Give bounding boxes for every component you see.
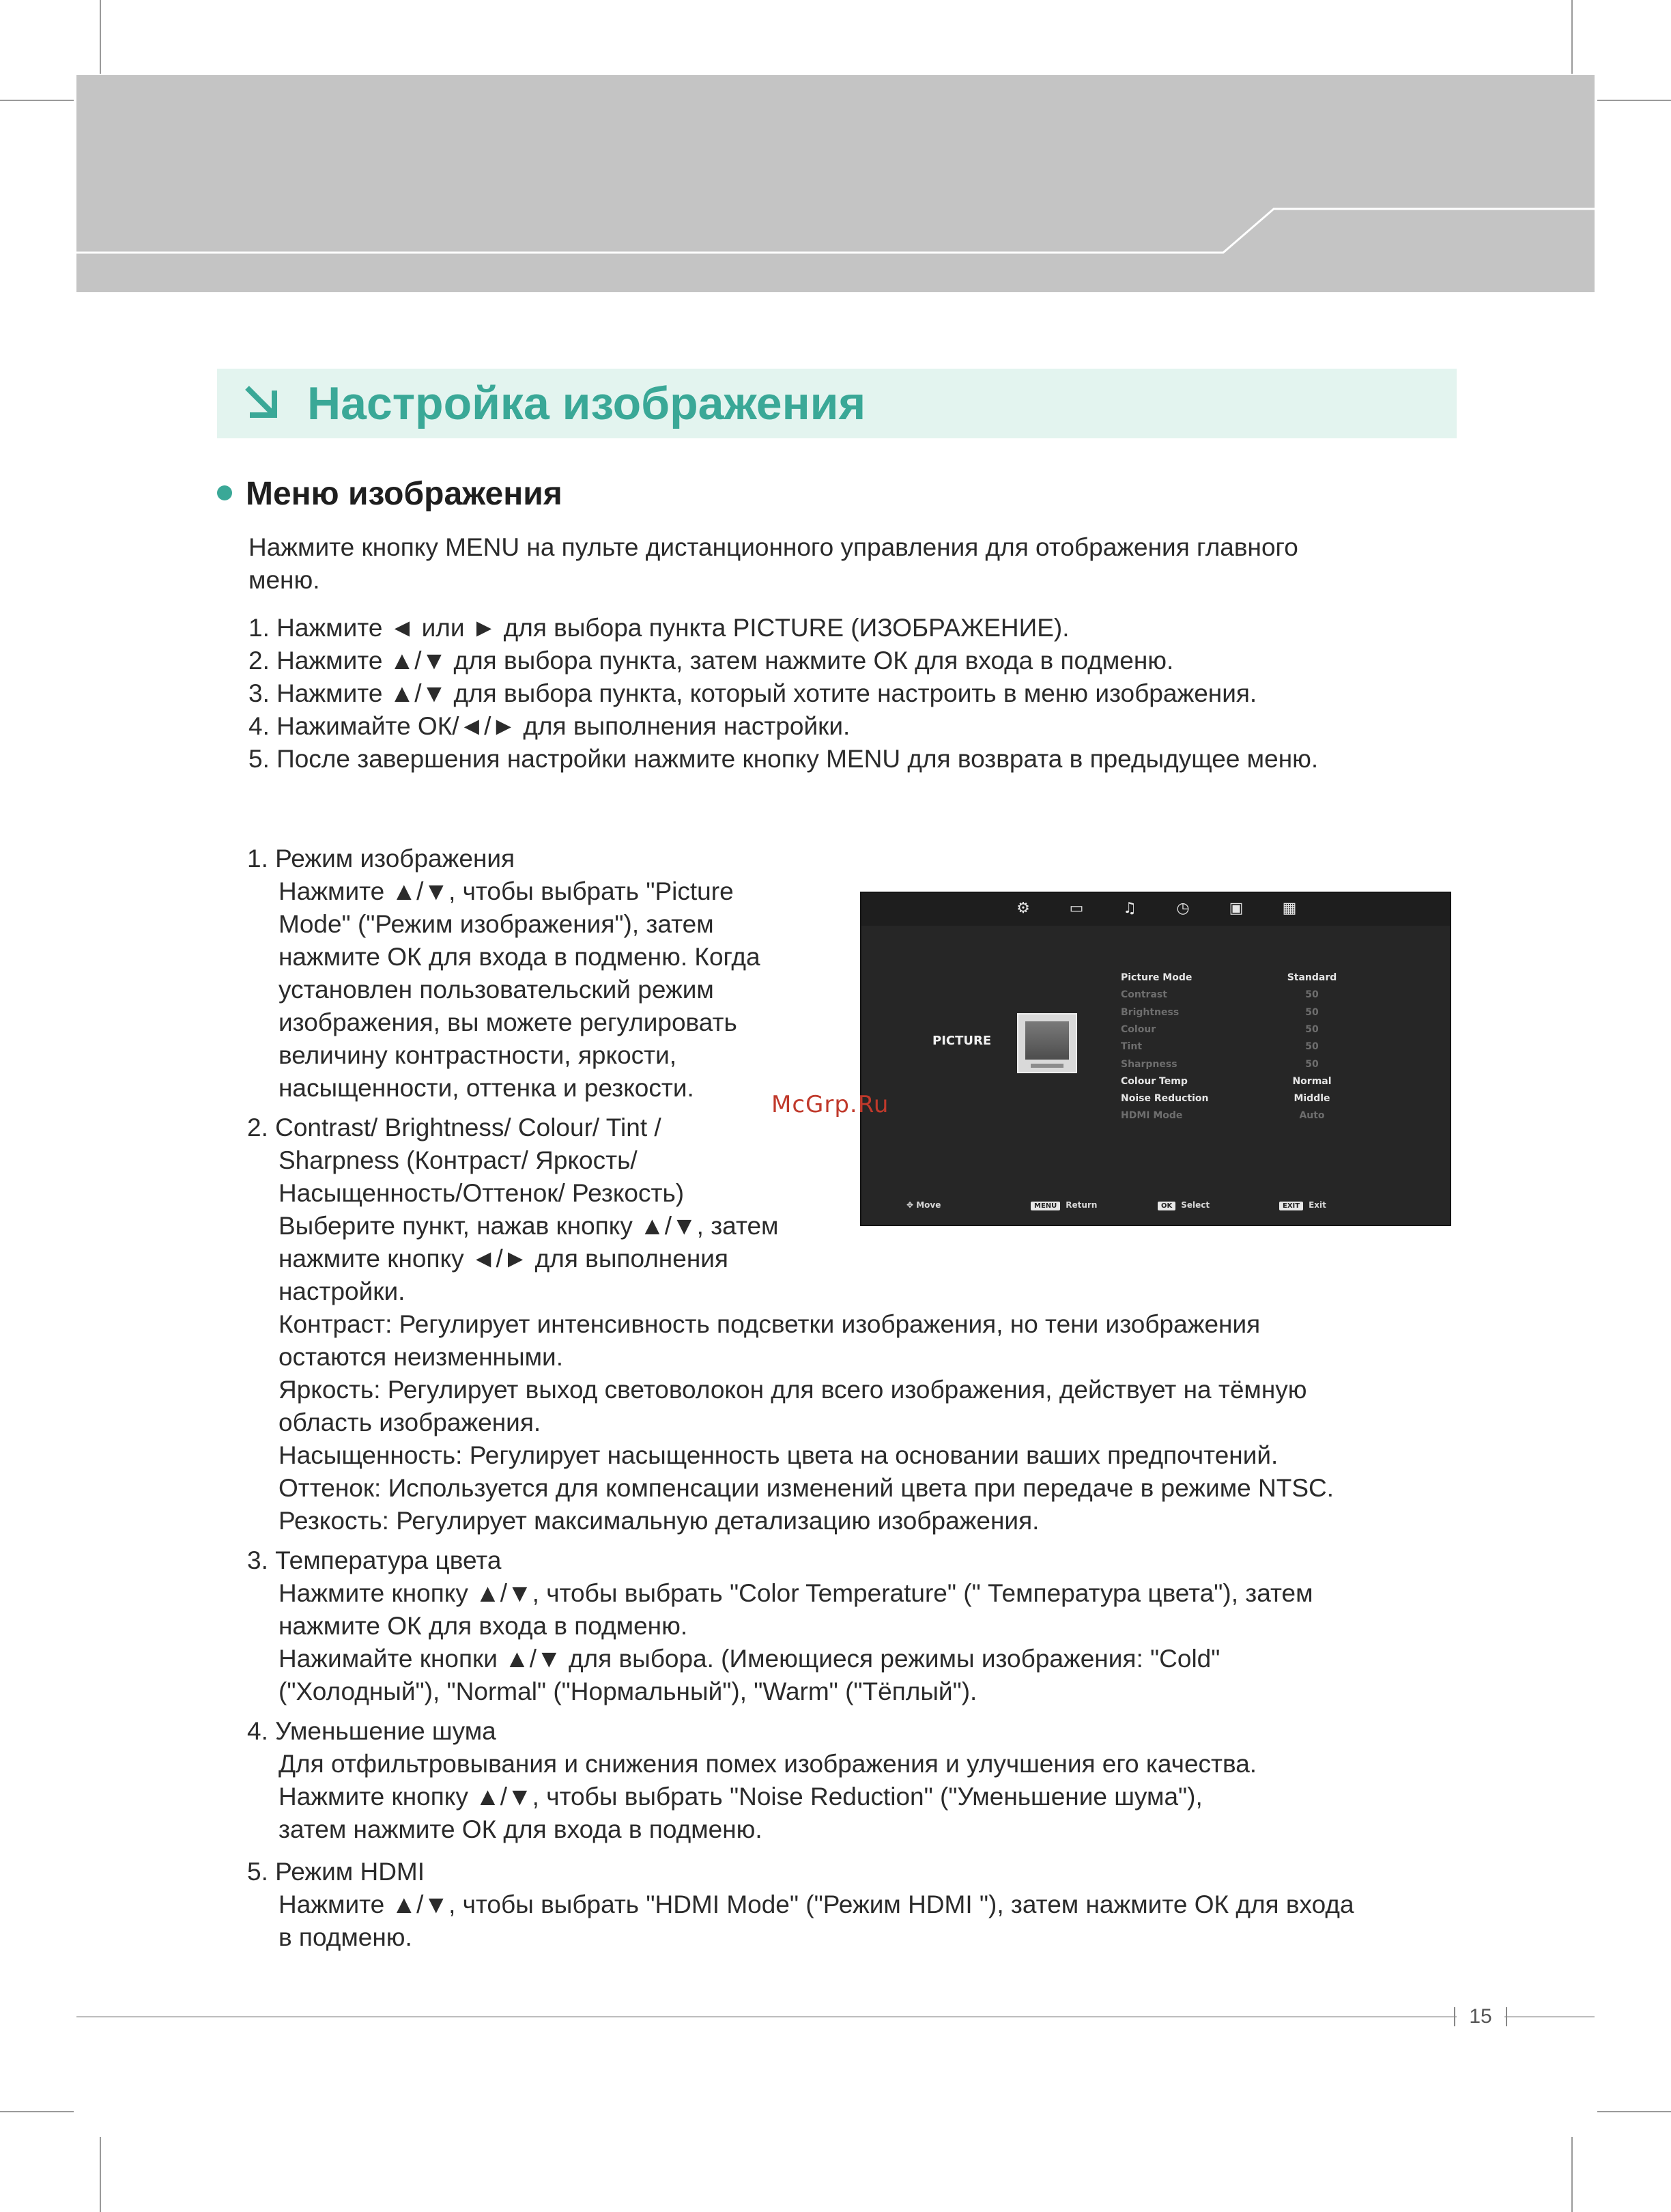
tv-menu-row <box>1121 971 1353 984</box>
header-decoration-line <box>76 75 1595 292</box>
tv-menu-row-key: Picture Mode <box>1121 972 1192 983</box>
tv-menu-row-value: Standard <box>1287 972 1337 983</box>
item-line: Выберите пункт, нажав кнопку ▲/▼, затем <box>278 1212 779 1240</box>
item-line: Нажмите кнопку ▲/▼, чтобы выбрать "Noise Reduction" ("Уменьшение шума"), <box>278 1783 1203 1811</box>
item-heading: 1. Режим изображения <box>247 845 515 873</box>
item-line: Контраст: Регулирует интенсивность подсветки изображения, но тени изображения <box>278 1310 1261 1338</box>
intro-line: меню. <box>248 566 320 594</box>
crop-mark <box>1571 0 1573 74</box>
tv-menu-row-value: 50 <box>1305 1006 1319 1018</box>
section-title: Настройка изображения <box>307 378 866 429</box>
item-line: Оттенок: Используется для компенсации изменений цвета при передаче в режиме NTSC. <box>278 1474 1334 1502</box>
item-line: нажмите ОК для входа в подменю. <box>278 1612 688 1640</box>
tv-menu-row-value: 50 <box>1305 1023 1319 1035</box>
arrow-down-right-icon <box>240 381 284 425</box>
item-line: Нажмите ▲/▼, чтобы выбрать "HDMI Mode" ("Режим HDMI "), затем нажмите ОК для входа <box>278 1890 1354 1918</box>
crop-mark <box>1597 100 1671 101</box>
item-line: Насыщенность: Регулирует насыщенность цвета на основании ваших предпочтений. <box>278 1441 1279 1469</box>
step-line: 2. Нажмите ▲/▼ для выбора пункта, затем нажмите ОК для входа в подменю. <box>248 647 1174 675</box>
item-line: Резкость: Регулирует максимальную детализацию изображения. <box>278 1507 1040 1535</box>
tv-footer-select: OK Select <box>1158 1200 1210 1210</box>
tv-menu-row <box>1121 1092 1353 1105</box>
item-line: Нажимайте кнопки ▲/▼ для выбора. (Имеющиеся режимы изображения: "Cold" <box>278 1645 1220 1673</box>
step-line: 5. После завершения настройки нажмите кнопку MENU для возврата в предыдущее меню. <box>248 745 1319 773</box>
page-number-bracket <box>1454 2007 1455 2026</box>
item-line: нажмите ОК для входа в подменю. Когда <box>278 943 760 971</box>
item-line: насыщенности, оттенка и резкости. <box>278 1074 694 1102</box>
item-heading: 3. Температура цвета <box>247 1546 502 1574</box>
item-heading: 2. Contrast/ Brightness/ Colour/ Tint / <box>247 1114 661 1142</box>
tv-menu-row-value: 50 <box>1305 1058 1319 1070</box>
intro-line: Нажмите кнопку MENU на пульте дистанционного управления для отображения главного <box>248 533 1298 561</box>
crop-mark <box>100 2137 101 2212</box>
item-line: величину контрастности, яркости, <box>278 1041 677 1069</box>
tv-menu-row <box>1121 1006 1353 1019</box>
tv-menu-row <box>1121 1023 1353 1036</box>
step-line: 3. Нажмите ▲/▼ для выбора пункта, который хотите настроить в меню изображения. <box>248 679 1257 707</box>
tv-menu-row-value: Middle <box>1294 1093 1330 1105</box>
crop-mark <box>1597 2111 1671 2112</box>
page-number: 15 <box>1457 2003 1504 2030</box>
music-note-icon: ♫ <box>1123 900 1137 917</box>
item-line: установлен пользовательский режим <box>278 976 714 1004</box>
item-line: Яркость: Регулирует выход световолокон для всего изображения, действует на тёмную <box>278 1376 1307 1404</box>
item-line: Mode" ("Режим изображения"), затем <box>278 910 714 938</box>
item-line: затем нажмите ОК для входа в подменю. <box>278 1815 762 1843</box>
lock-icon: ▣ <box>1229 900 1244 917</box>
tv-menu-row-key: Tint <box>1121 1041 1143 1053</box>
item-line: Для отфильтровывания и снижения помех изображения и улучшения его качества. <box>278 1750 1257 1778</box>
tv-menu-row-key: Brightness <box>1121 1006 1180 1018</box>
item-line: область изображения. <box>278 1408 541 1436</box>
tv-menu-footer <box>861 1191 1450 1225</box>
item-line: Sharpness (Контраст/ Яркость/ <box>278 1146 638 1174</box>
tv-thumbnail-icon <box>1017 1013 1077 1073</box>
tv-menu-row-key: Colour Temp <box>1121 1075 1188 1087</box>
item-line: в подменю. <box>278 1923 412 1951</box>
item-line: настройки. <box>278 1277 405 1305</box>
tv-menu-label: PICTURE <box>932 1034 992 1048</box>
crop-mark <box>0 2111 74 2112</box>
tv-menu-row-key: Sharpness <box>1121 1058 1177 1070</box>
tv-menu-row-value: Auto <box>1299 1110 1325 1122</box>
tv-menu-row <box>1121 988 1353 1002</box>
apps-icon: ▦ <box>1282 900 1297 917</box>
item-line: Нажмите ▲/▼, чтобы выбрать "Picture <box>278 877 734 905</box>
gear-icon: ⚙ <box>1016 900 1030 917</box>
footer-rule <box>76 2016 1595 2017</box>
subsection-heading <box>217 475 562 513</box>
item-line: ("Холодный"), "Normal" ("Нормальный"), "Warm" ("Тёплый"). <box>278 1677 977 1705</box>
crop-mark <box>0 100 74 101</box>
step-line: 4. Нажимайте ОК/◄/► для выполнения настройки. <box>248 712 851 740</box>
tv-menu-row-key: HDMI Mode <box>1121 1110 1183 1122</box>
tv-menu-row-key: Noise Reduction <box>1121 1093 1209 1105</box>
tv-menu-row-value: Normal <box>1292 1075 1332 1087</box>
watermark: McGrp.Ru <box>771 1091 889 1118</box>
monitor-icon: ▭ <box>1069 900 1084 917</box>
item-line: Нажмите кнопку ▲/▼, чтобы выбрать "Color Temperature" (" Температура цвета"), затем <box>278 1579 1313 1607</box>
item-heading: 5. Режим HDMI <box>247 1858 425 1886</box>
item-noise-reduction <box>247 1715 1257 1846</box>
item-line: изображения, вы можете регулировать <box>278 1008 737 1036</box>
step-line: 1. Нажмите ◄ или ► для выбора пункта PICTURE (ИЗОБРАЖЕНИЕ). <box>248 614 1070 642</box>
item-heading: 4. Уменьшение шума <box>247 1717 496 1745</box>
item-line: остаются неизменными. <box>278 1343 563 1371</box>
bullet-dot-icon <box>217 485 232 500</box>
tv-footer-return: MENU Return <box>1031 1200 1097 1210</box>
tv-menu-row <box>1121 1075 1353 1088</box>
crop-mark <box>1571 2137 1573 2212</box>
move-arrows-icon: ✥ <box>906 1200 917 1210</box>
item-picture-mode <box>247 842 760 1105</box>
tv-menu-row <box>1121 1040 1353 1053</box>
subsection-title: Меню изображения <box>246 476 562 512</box>
tv-menu-row-key: Contrast <box>1121 989 1167 1001</box>
tv-footer-exit: EXIT Exit <box>1279 1200 1326 1210</box>
section-title-bar <box>217 369 1457 438</box>
item-hdmi-mode <box>247 1856 1354 1954</box>
page-number-bracket <box>1506 2007 1507 2026</box>
tv-menu-icon-bar <box>861 893 1450 926</box>
tv-footer-move: ✥ Move <box>906 1200 941 1210</box>
tv-menu-row-key: Colour <box>1121 1023 1156 1035</box>
tv-menu-screenshot <box>860 892 1451 1226</box>
item-line: Насыщенность/Оттенок/ Резкость) <box>278 1179 685 1207</box>
tv-menu-row <box>1121 1109 1353 1122</box>
tv-menu-row-value: 50 <box>1305 1041 1319 1053</box>
tv-menu-row <box>1121 1058 1353 1071</box>
crop-mark <box>100 0 101 74</box>
item-color-temperature <box>247 1544 1313 1708</box>
tv-menu-row-value: 50 <box>1305 989 1319 1001</box>
clock-icon: ◷ <box>1176 900 1190 917</box>
header-band <box>76 75 1595 292</box>
item-line: нажмите кнопку ◄/► для выполнения <box>278 1245 728 1273</box>
